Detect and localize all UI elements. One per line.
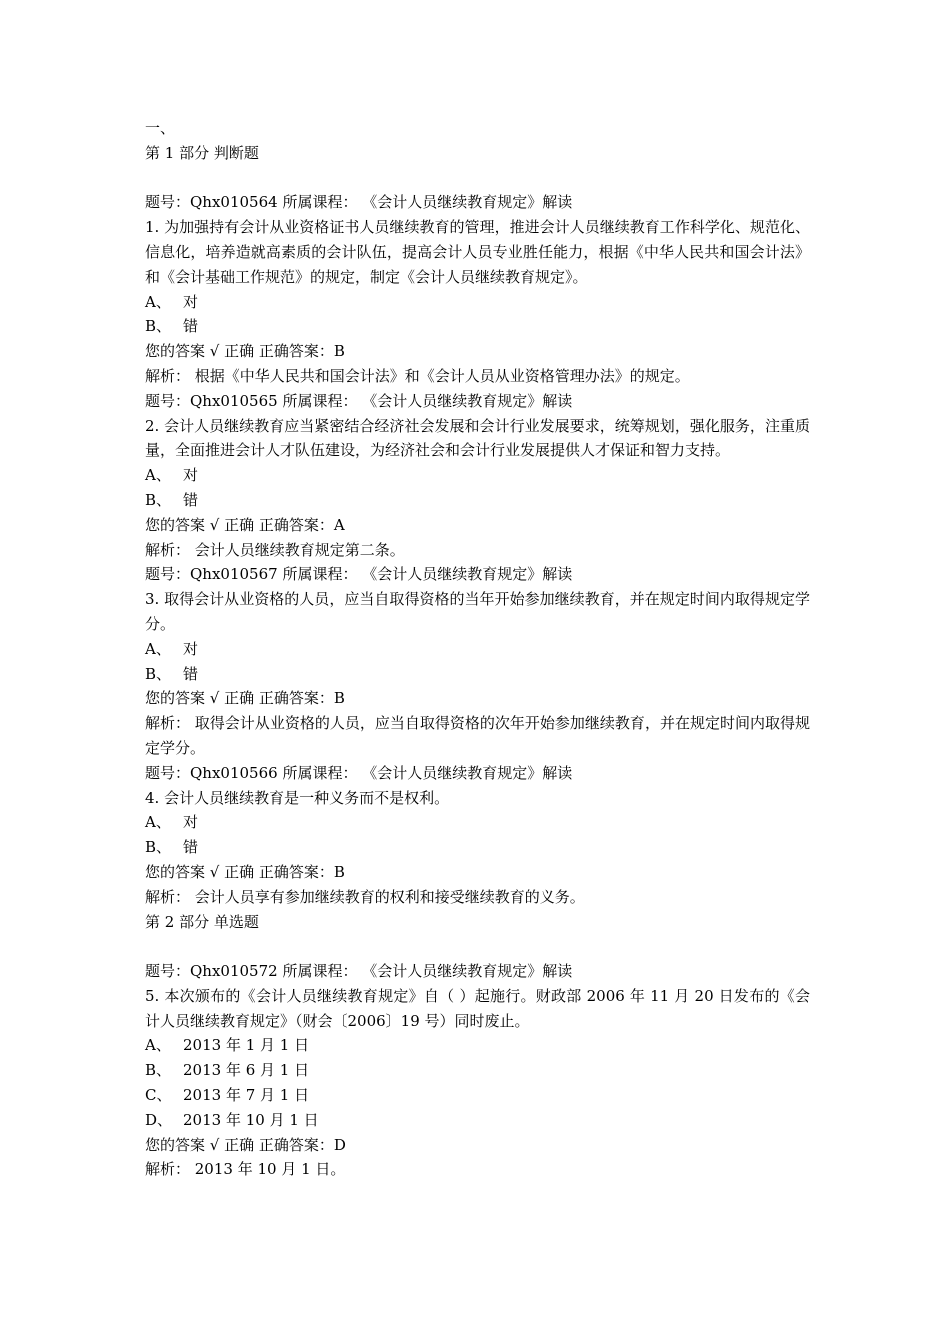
option-key: B、 <box>145 664 172 683</box>
answer-result: 您的答案 √ 正确 正确答案：D <box>145 1135 346 1154</box>
answer-analysis: 解析： 根据《中华人民共和国会计法》和《会计人员从业资格管理办法》的规定。 <box>145 366 690 385</box>
option-key: B、 <box>145 1061 172 1080</box>
blank-line <box>145 166 810 191</box>
option-label: 对 <box>183 466 199 485</box>
answer-analysis: 解析： 取得会计从业资格的人员，应当自取得资格的次年开始参加继续教育，并在规定时间内取得规定学分。 <box>145 714 810 757</box>
question-meta: 题号：Qhx010566 所属课程： 《会计人员继续教育规定》解读 <box>145 763 573 782</box>
option-key: B、 <box>145 490 172 509</box>
option-label: 2013 年 7 月 1 日 <box>183 1086 310 1105</box>
option-label: 对 <box>183 813 199 832</box>
option-c <box>145 1083 810 1108</box>
option-label: 对 <box>183 292 199 311</box>
option-b <box>145 835 810 860</box>
option-label: 错 <box>183 664 199 683</box>
option-key: A、 <box>145 813 171 832</box>
answer-result: 您的答案 √ 正确 正确答案：A <box>145 515 345 534</box>
document-page <box>145 116 810 1182</box>
option-a <box>145 1033 810 1058</box>
answer-result: 您的答案 √ 正确 正确答案：B <box>145 689 345 708</box>
option-label: 错 <box>183 490 199 509</box>
option-key: C、 <box>145 1086 172 1105</box>
option-d <box>145 1108 810 1133</box>
option-a <box>145 637 810 662</box>
question-text: 3. 取得会计从业资格的人员，应当自取得资格的当年开始参加继续教育，并在规定时间内取得规定学分。 <box>145 590 810 633</box>
option-key: B、 <box>145 838 172 857</box>
part-1-title: 第 1 部分 判断题 <box>145 143 259 162</box>
part-2-title: 第 2 部分 单选题 <box>145 912 259 931</box>
answer-analysis: 解析： 会计人员享有参加继续教育的权利和接受继续教育的义务。 <box>145 887 585 906</box>
option-label: 错 <box>183 317 199 336</box>
answer-analysis: 解析： 2013 年 10 月 1 日。 <box>145 1160 346 1179</box>
question-block <box>145 389 810 563</box>
question-meta: 题号：Qhx010565 所属课程： 《会计人员继续教育规定》解读 <box>145 391 573 410</box>
answer-analysis: 解析： 会计人员继续教育规定第二条。 <box>145 540 405 559</box>
question-block <box>145 959 810 1182</box>
question-meta: 题号：Qhx010564 所属课程： 《会计人员继续教育规定》解读 <box>145 193 573 212</box>
question-text: 4. 会计人员继续教育是一种义务而不是权利。 <box>145 788 450 807</box>
option-label: 2013 年 6 月 1 日 <box>183 1061 310 1080</box>
question-block <box>145 190 810 388</box>
answer-result: 您的答案 √ 正确 正确答案：B <box>145 342 345 361</box>
option-a <box>145 463 810 488</box>
option-key: A、 <box>145 639 171 658</box>
option-b <box>145 314 810 339</box>
option-label: 错 <box>183 838 199 857</box>
option-label: 2013 年 10 月 1 日 <box>183 1110 319 1129</box>
option-key: A、 <box>145 466 171 485</box>
option-b <box>145 662 810 687</box>
option-key: A、 <box>145 292 171 311</box>
option-key: A、 <box>145 1036 171 1055</box>
option-key: B、 <box>145 317 172 336</box>
question-text: 5. 本次颁布的《会计人员继续教育规定》自（ ）起施行。财政部 2006 年 11 月 20 日发布的《会计人员继续教育规定》（财会〔2006〕19 号）同时废止。 <box>145 986 810 1030</box>
question-meta: 题号：Qhx010572 所属课程： 《会计人员继续教育规定》解读 <box>145 962 573 981</box>
question-text: 1. 为加强持有会计从业资格证书人员继续教育的管理，推进会计人员继续教育工作科学化、规范化、信息化，培养造就高素质的会计队伍，提高会计人员专业胜任能力，根据《中华人民共和国会计法》和《会计基础工作规范》的规定，制定《会计人员继续教育规定》。 <box>145 218 810 286</box>
option-a <box>145 290 810 315</box>
option-label: 对 <box>183 639 199 658</box>
option-a <box>145 810 810 835</box>
question-text: 2. 会计人员继续教育应当紧密结合经济社会发展和会计行业发展要求，统筹规划，强化服务，注重质量，全面推进会计人才队伍建设，为经济社会和会计行业发展提供人才保证和智力支持。 <box>145 416 810 460</box>
answer-result: 您的答案 √ 正确 正确答案：B <box>145 862 345 881</box>
blank-line <box>145 934 810 959</box>
option-b <box>145 488 810 513</box>
option-key: D、 <box>145 1110 173 1129</box>
option-b <box>145 1058 810 1083</box>
option-label: 2013 年 1 月 1 日 <box>183 1036 310 1055</box>
question-block <box>145 761 810 910</box>
question-block <box>145 562 810 760</box>
question-meta: 题号：Qhx010567 所属课程： 《会计人员继续教育规定》解读 <box>145 565 573 584</box>
section-numeral: 一、 <box>145 119 176 137</box>
